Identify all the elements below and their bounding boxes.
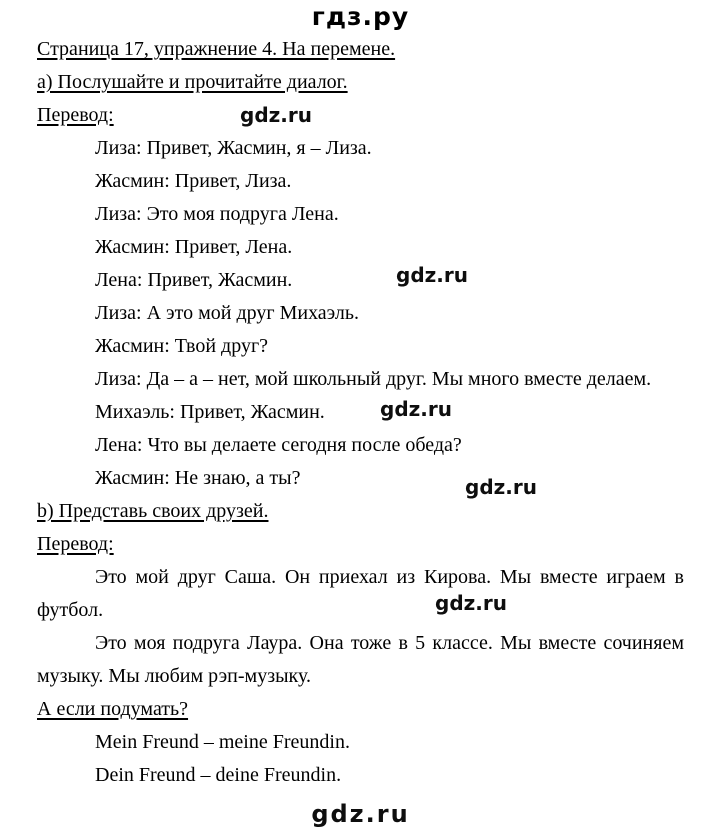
think-line: Dein Freund – deine Freundin. [95,764,342,786]
dialog-line: Лиза: Это моя подруга Лена. [95,203,339,225]
dialog-line: Жасмин: Привет, Лена. [95,236,293,258]
paragraph-line: Это моя подруга Лаура. Она тоже в 5 классе. Мы вместе сочиняем [95,632,684,654]
dialog-line: Лена: Привет, Жасмин. [95,269,293,291]
dialog-line: Жасмин: Привет, Лиза. [95,170,292,192]
watermark-inline: gdz.ru [435,591,507,615]
paragraph-line: Это мой друг Саша. Он приехал из Кирова. Мы вместе играем в [95,566,684,588]
dialog-line: Жасмин: Твой друг? [95,335,269,357]
watermark-inline: gdz.ru [465,475,537,499]
part-b-heading: b) Представь своих друзей. [37,500,269,522]
translation-a-heading: Перевод: [37,104,114,126]
dialog-line: Лиза: Привет, Жасмин, я – Лиза. [95,137,372,159]
dialog-line: Лена: Что вы делаете сегодня после обеда? [95,434,462,456]
watermark-inline: gdz.ru [380,397,452,421]
site-title: гдз.ру [311,2,410,31]
paragraph-line: музыку. Мы любим рэп-музыку. [37,665,311,687]
dialog-line: Лиза: А это мой друг Михаэль. [95,302,360,324]
dialog-line: Михаэль: Привет, Жасмин. [95,401,325,423]
watermark-inline: gdz.ru [240,103,312,127]
paragraph-line: футбол. [37,599,104,621]
translation-b-heading: Перевод: [37,533,114,555]
watermark-inline: gdz.ru [396,263,468,287]
think-heading: А если подумать? [37,698,189,720]
part-a-heading: а) Послушайте и прочитайте диалог. [37,71,348,93]
dialog-line: Жасмин: Не знаю, а ты? [95,467,301,489]
watermark-bottom: gdz.ru [311,800,410,828]
task-heading: Страница 17, упражнение 4. На перемене. [37,38,396,60]
dialog-line: Лиза: Да – а – нет, мой школьный друг. Мы много вместе делаем. [95,368,652,390]
think-line: Mein Freund – meine Freundin. [95,731,350,753]
